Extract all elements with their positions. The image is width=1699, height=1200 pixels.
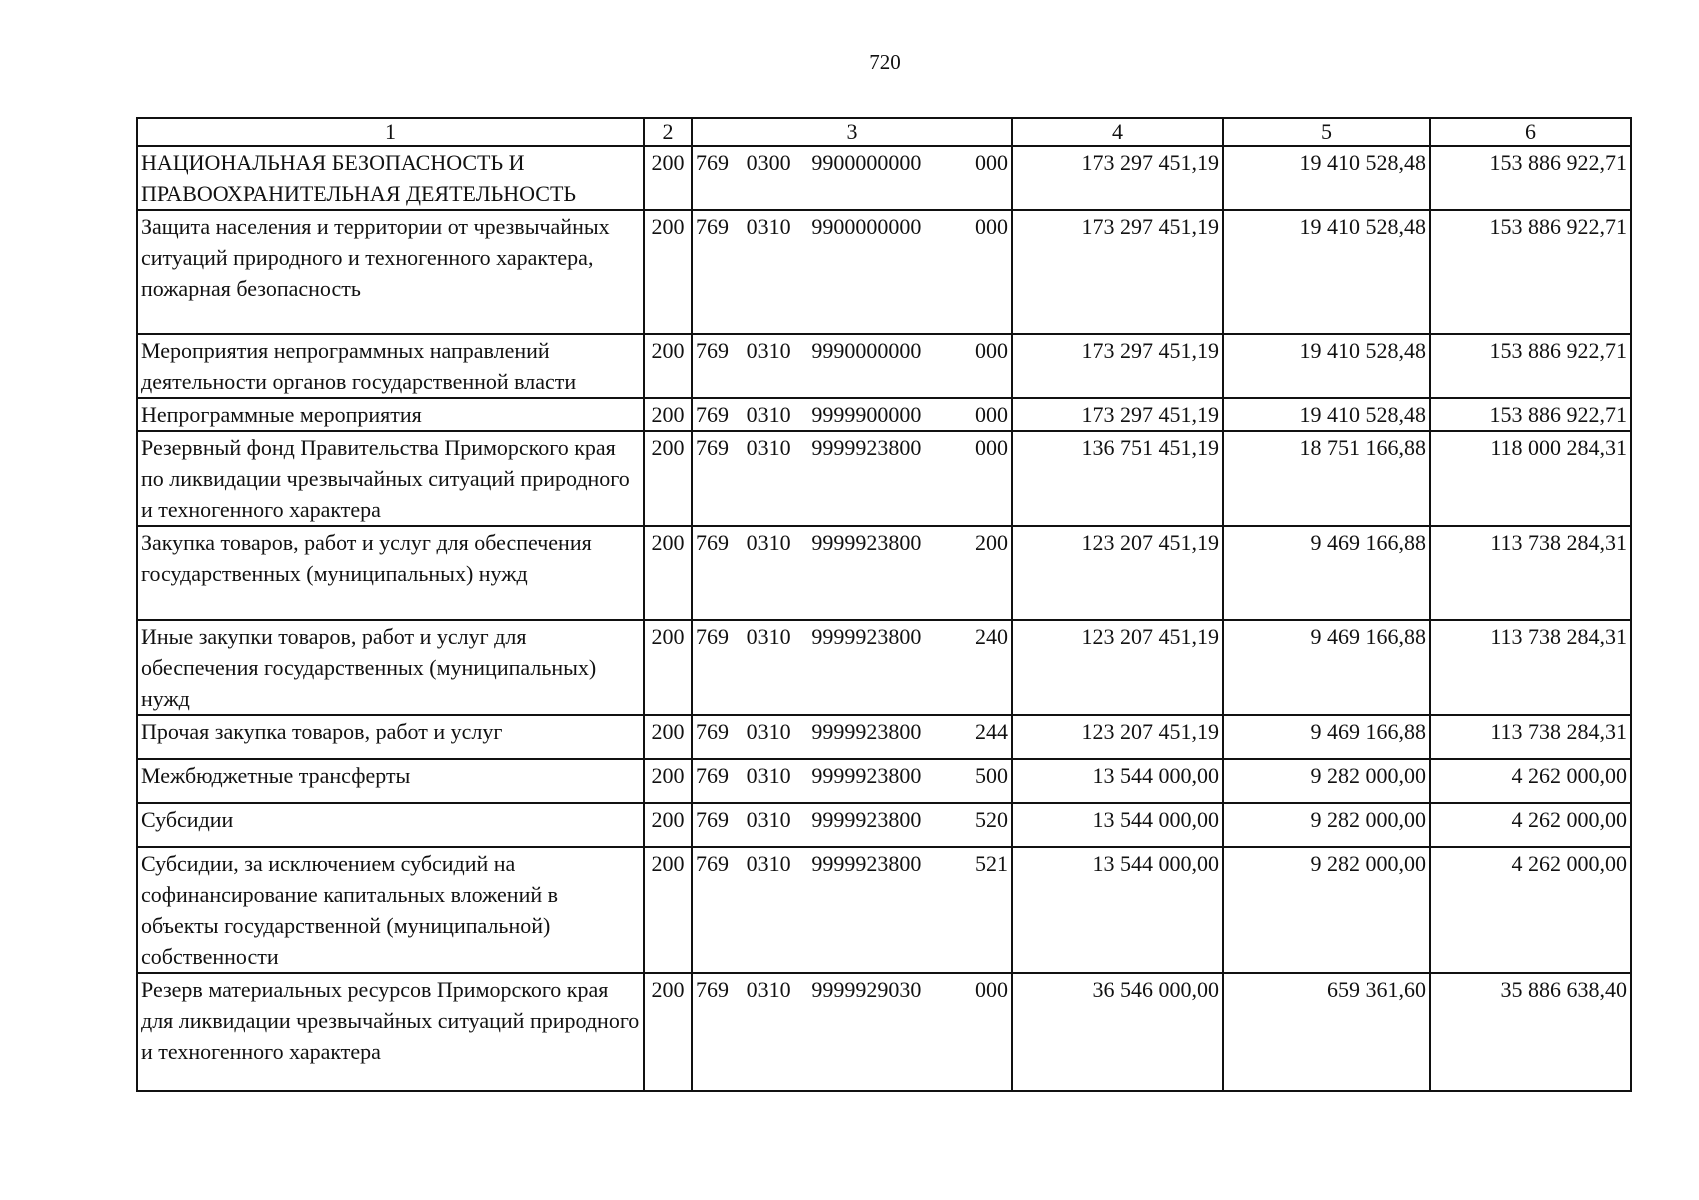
row-col6: 153 886 922,71 (1430, 210, 1631, 334)
row-col2: 200 (644, 847, 692, 973)
row-name: Субсидии, за исключением субсидий на софинансирование капитальных вложений в объекты государственной (муниципальной) собственности (137, 847, 644, 973)
code-type: 520 (974, 807, 1008, 832)
row-col2: 200 (644, 210, 692, 334)
row-col6: 4 262 000,00 (1430, 759, 1631, 803)
row-col2: 200 (644, 431, 692, 526)
row-col4: 136 751 451,19 (1012, 431, 1223, 526)
code-ministry: 769 (696, 435, 729, 460)
row-col4: 36 546 000,00 (1012, 973, 1223, 1091)
table-row (137, 210, 1631, 334)
row-col5: 19 410 528,48 (1223, 146, 1430, 210)
code-type: 000 (974, 435, 1008, 460)
row-col2: 200 (644, 526, 692, 620)
row-name: НАЦИОНАЛЬНАЯ БЕЗОПАСНОСТЬ И ПРАВООХРАНИТЕЛЬНАЯ ДЕЯТЕЛЬНОСТЬ (137, 146, 644, 210)
table-body (137, 146, 1631, 1091)
row-col4: 13 544 000,00 (1012, 847, 1223, 973)
row-codes (692, 146, 1012, 210)
table-row (137, 847, 1631, 973)
row-codes (692, 431, 1012, 526)
code-target: 9999923800 (811, 851, 922, 876)
row-codes (692, 847, 1012, 973)
row-name: Резервный фонд Правительства Приморского края по ликвидации чрезвычайных ситуаций природного и техногенного характера (137, 431, 644, 526)
code-target: 9999923800 (811, 435, 922, 460)
row-codes (692, 715, 1012, 759)
code-section: 0310 (746, 530, 791, 555)
row-col2: 200 (644, 803, 692, 847)
page-number: 720 (869, 50, 901, 74)
code-type: 000 (974, 977, 1008, 1002)
code-type: 521 (974, 851, 1008, 876)
row-codes (692, 334, 1012, 398)
row-col6: 118 000 284,31 (1430, 431, 1631, 526)
code-target: 9999923800 (811, 719, 922, 744)
row-col5: 19 410 528,48 (1223, 334, 1430, 398)
table-row (137, 334, 1631, 398)
row-col4: 123 207 451,19 (1012, 715, 1223, 759)
column-header: 5 (1223, 118, 1430, 146)
row-name: Иные закупки товаров, работ и услуг для обеспечения государственных (муниципальных) нужд (137, 620, 644, 715)
table-row (137, 398, 1631, 431)
code-section: 0310 (746, 763, 791, 788)
row-name: Субсидии (137, 803, 644, 847)
row-col5: 9 282 000,00 (1223, 759, 1430, 803)
code-ministry: 769 (696, 150, 729, 175)
code-type: 000 (974, 150, 1008, 175)
row-col5: 18 751 166,88 (1223, 431, 1430, 526)
row-name: Защита населения и территории от чрезвычайных ситуаций природного и техногенного характера, пожарная безопасность (137, 210, 644, 334)
budget-table (136, 117, 1632, 1092)
code-type: 200 (974, 530, 1008, 555)
row-col6: 153 886 922,71 (1430, 398, 1631, 431)
row-col5: 9 469 166,88 (1223, 620, 1430, 715)
code-section: 0310 (746, 851, 791, 876)
row-name: Мероприятия непрограммных направлений деятельности органов государственной власти (137, 334, 644, 398)
row-col2: 200 (644, 398, 692, 431)
code-section: 0310 (746, 338, 791, 363)
row-col5: 9 282 000,00 (1223, 803, 1430, 847)
code-type: 000 (974, 402, 1008, 427)
row-col4: 173 297 451,19 (1012, 146, 1223, 210)
row-col6: 35 886 638,40 (1430, 973, 1631, 1091)
row-col6: 4 262 000,00 (1430, 847, 1631, 973)
row-codes (692, 803, 1012, 847)
code-ministry: 769 (696, 763, 729, 788)
code-type: 240 (974, 624, 1008, 649)
row-name: Межбюджетные трансферты (137, 759, 644, 803)
row-col6: 113 738 284,31 (1430, 526, 1631, 620)
code-section: 0310 (746, 719, 791, 744)
row-col2: 200 (644, 973, 692, 1091)
code-ministry: 769 (696, 719, 729, 744)
column-header: 1 (137, 118, 644, 146)
code-target: 9999923800 (811, 530, 922, 555)
row-codes (692, 759, 1012, 803)
table-row (137, 715, 1631, 759)
code-section: 0310 (746, 977, 791, 1002)
row-codes (692, 973, 1012, 1091)
row-col5: 19 410 528,48 (1223, 210, 1430, 334)
row-col5: 659 361,60 (1223, 973, 1430, 1091)
table-header-row (137, 118, 1631, 146)
row-col4: 173 297 451,19 (1012, 398, 1223, 431)
code-target: 9999923800 (811, 624, 922, 649)
row-name: Прочая закупка товаров, работ и услуг (137, 715, 644, 759)
code-ministry: 769 (696, 807, 729, 832)
row-col2: 200 (644, 620, 692, 715)
code-ministry: 769 (696, 851, 729, 876)
code-ministry: 769 (696, 624, 729, 649)
code-ministry: 769 (696, 402, 729, 427)
row-col5: 9 282 000,00 (1223, 847, 1430, 973)
table-row (137, 526, 1631, 620)
code-ministry: 769 (696, 530, 729, 555)
row-col6: 113 738 284,31 (1430, 715, 1631, 759)
table-row (137, 620, 1631, 715)
code-target: 9999900000 (811, 402, 922, 427)
code-target: 9990000000 (811, 338, 922, 363)
row-codes (692, 620, 1012, 715)
row-codes (692, 210, 1012, 334)
row-col2: 200 (644, 334, 692, 398)
table-row (137, 803, 1631, 847)
row-codes (692, 526, 1012, 620)
row-name: Непрограммные мероприятия (137, 398, 644, 431)
code-section: 0310 (746, 807, 791, 832)
row-col6: 4 262 000,00 (1430, 803, 1631, 847)
row-col4: 123 207 451,19 (1012, 526, 1223, 620)
row-col2: 200 (644, 146, 692, 210)
table-row (137, 146, 1631, 210)
code-target: 9999929030 (811, 977, 922, 1002)
table-row (137, 759, 1631, 803)
column-header: 2 (644, 118, 692, 146)
row-codes (692, 398, 1012, 431)
row-col6: 113 738 284,31 (1430, 620, 1631, 715)
code-section: 0310 (746, 624, 791, 649)
table-row (137, 431, 1631, 526)
code-type: 000 (974, 214, 1008, 239)
code-type: 000 (974, 338, 1008, 363)
row-col6: 153 886 922,71 (1430, 146, 1631, 210)
column-header: 4 (1012, 118, 1223, 146)
code-type: 244 (974, 719, 1008, 744)
code-target: 9900000000 (811, 150, 922, 175)
row-col4: 173 297 451,19 (1012, 334, 1223, 398)
row-col4: 123 207 451,19 (1012, 620, 1223, 715)
code-section: 0310 (746, 214, 791, 239)
code-target: 9999923800 (811, 807, 922, 832)
code-section: 0310 (746, 435, 791, 460)
row-col5: 9 469 166,88 (1223, 526, 1430, 620)
code-section: 0310 (746, 402, 791, 427)
code-target: 9900000000 (811, 214, 922, 239)
row-col6: 153 886 922,71 (1430, 334, 1631, 398)
row-col4: 173 297 451,19 (1012, 210, 1223, 334)
code-section: 0300 (746, 150, 791, 175)
code-type: 500 (974, 763, 1008, 788)
code-ministry: 769 (696, 338, 729, 363)
row-col4: 13 544 000,00 (1012, 803, 1223, 847)
row-col2: 200 (644, 759, 692, 803)
row-name: Закупка товаров, работ и услуг для обеспечения государственных (муниципальных) нужд (137, 526, 644, 620)
code-ministry: 769 (696, 977, 729, 1002)
column-header: 6 (1430, 118, 1631, 146)
row-col5: 19 410 528,48 (1223, 398, 1430, 431)
column-header: 3 (692, 118, 1012, 146)
code-ministry: 769 (696, 214, 729, 239)
row-name: Резерв материальных ресурсов Приморского края для ликвидации чрезвычайных ситуаций природного и техногенного характера (137, 973, 644, 1091)
row-col4: 13 544 000,00 (1012, 759, 1223, 803)
table-row (137, 973, 1631, 1091)
row-col2: 200 (644, 715, 692, 759)
row-col5: 9 469 166,88 (1223, 715, 1430, 759)
code-target: 9999923800 (811, 763, 922, 788)
